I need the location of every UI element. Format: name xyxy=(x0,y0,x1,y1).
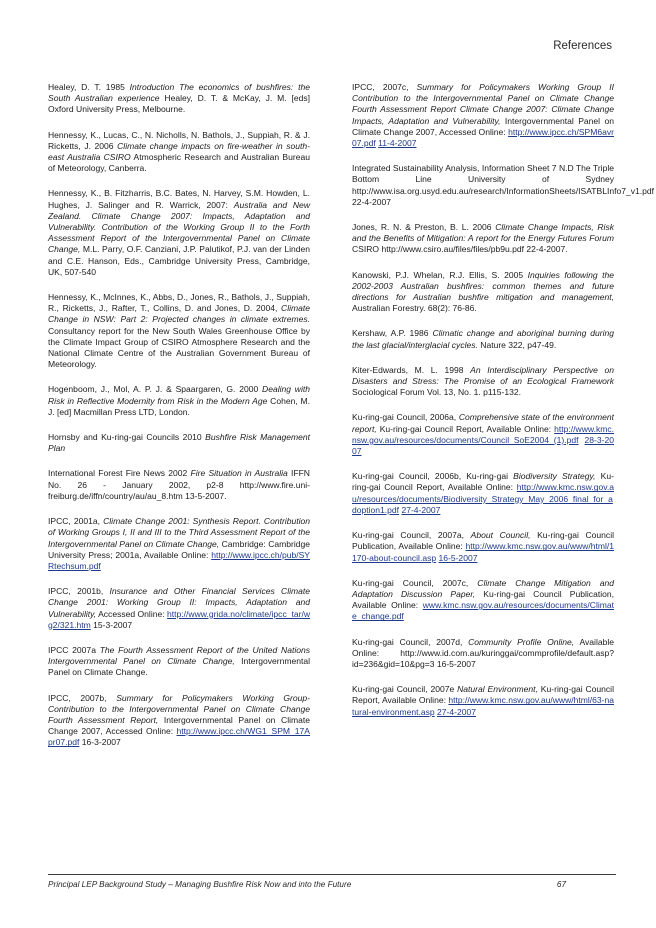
reference-text: IPCC, 2001b, xyxy=(48,586,110,597)
reference-title: Australia and New Zealand. Climate Change 2007: Impacts, Adaptation and Vulnerability. Contribution of the Working Group II to the Forth Assessment Report of the Intergovernmental Panel on Climate Change, xyxy=(48,199,310,255)
reference-link[interactable]: http://www.kmc.nsw.gov.au/resources/documents/Biodiversity_Strategy_May_2006_final_for_adoption1.pdf xyxy=(352,482,614,515)
reference-text: Consultancy report for the New South Wales Greenhouse Office by the Climate Impact Group of CSIRO Atmosphere Research and the National Climate Centre of the Australian Government Bureau of Meteorology. xyxy=(48,325,310,370)
reference-text: Available Online: http://www.id.com.au/kuringgai/commprofile/default.asp?id=236&gid=10&pg=3 16-5-2007 xyxy=(352,636,615,669)
reference-link[interactable]: http://www.kmc.nsw.gov.au/resources/documents/Council_SoE2004_(1).pdf xyxy=(352,423,614,445)
reference-text: Accessed Online: xyxy=(96,608,168,619)
reference-text: IFFN No. 26 - January 2002, p2-8 http://www.fire.uni-freiburg.de/iffn/country/au/au_8.htm 13-5-2007. xyxy=(48,468,310,501)
reference-title: Natural Environment, xyxy=(457,684,538,695)
reference-entry xyxy=(48,292,310,370)
reference-entry xyxy=(352,530,614,564)
reference-title: Insurance and Other Financial Services Climate Change 2001: Working Group II: Impacts, Adaptation and Vulnerability, xyxy=(48,586,311,619)
reference-text: Sociological Forum Vol. 13, No. 1. p115-132. xyxy=(352,387,521,398)
reference-text: CSIRO http://www.csiro.au/files/files/pb9u.pdf 22-4-2007. xyxy=(352,244,568,255)
reference-entry xyxy=(352,684,614,718)
reference-entry xyxy=(352,270,614,315)
reference-text: Ku-ring-gai Council, 2007c, xyxy=(352,577,478,588)
reference-link[interactable]: 27-4-2007 xyxy=(437,706,477,717)
reference-title: Fire Situation in Australia xyxy=(190,468,288,479)
running-header: References xyxy=(553,40,612,52)
reference-title: Climate Change in NSW: Part 2: Projected changes in climate extremes. xyxy=(48,303,310,325)
reference-text: Ku-ring-gai Council Publication, Available Online: xyxy=(352,530,615,552)
reference-link[interactable]: 28-3-2007 xyxy=(352,434,614,457)
reference-text: Healey, D. T. 1985 xyxy=(48,82,130,92)
reference-text: Intergovernmental Panel on Climate Change. xyxy=(48,656,310,678)
reference-title: Summary for Policymakers Working Group II Contribution to the Intergovernmental Panel on Climate Change Fourth Assessment Report Climate Change 2007: Climate Change Impacts, Adaptation and Vulnerability, xyxy=(352,82,614,126)
reference-title: Dealing with Risk in Reflective Modernity from Risk in the Modern Age xyxy=(48,384,311,406)
reference-entry xyxy=(352,328,614,350)
reference-link[interactable]: http://www.kmc.nsw.gov.au/www/html/63-natural-environment.asp xyxy=(352,695,614,717)
reference-link[interactable]: 11-4-2007 xyxy=(378,138,417,149)
reference-title: An Interdisciplinary Perspective on Disasters and Stress: The Promise of an Ecological Framework xyxy=(352,364,614,387)
reference-text: Ku-ring-gai Council, 2007a, xyxy=(352,530,471,541)
reference-text: International Forest Fire News 2002 xyxy=(48,468,191,479)
reference-entry xyxy=(352,637,614,671)
reference-text: IPCC, 2007b, xyxy=(48,692,117,703)
reference-entry xyxy=(352,222,614,256)
reference-text: Hornsby and Ku-ring-gai Councils 2010 xyxy=(48,432,206,443)
reference-entry xyxy=(352,365,614,399)
reference-entry xyxy=(352,412,614,457)
reference-text: Kiter-Edwards, M. L. 1998 xyxy=(352,364,471,375)
reference-title: The Fourth Assessment Report of the United Nations Intergovernmental Panel on Climate Change, xyxy=(48,644,310,667)
reference-title: Climate Change Mitigation and Adaptation Discussion Paper, xyxy=(352,577,614,599)
reference-text: Hogenboom, J., Mol, A. P. J. & Spaargaren, G. 2000 xyxy=(48,384,263,395)
reference-text: M.L. Parry, O.F. Canziani, J.P. Palutikof, P.J. van der Linden and C.E. Hanson, Eds., Cambridge University Press, Cambridge, UK, 507-540 xyxy=(48,244,310,277)
reference-text: IPCC, 2001a, xyxy=(48,516,104,527)
reference-title: Climate Change 2001: Synthesis Report. Contribution of Working Groups I, II and III to the Third Assessment Report of the Intergovernmental Panel on Climate Change, xyxy=(48,516,310,549)
reference-link[interactable]: www.kmc.nsw.gov.au/resources/documents/Climate_change.pdf xyxy=(352,600,614,622)
reference-text: Healey, D. T. & McKay, J. M. [eds] Oxford University Press, Melbourne. xyxy=(48,93,310,115)
reference-text: Kanowski, P.J. Whelan, R.J. Ellis, S. 2005 xyxy=(352,269,528,280)
reference-title: Summary for Policymakers Working Group- Contribution to the Intergovernmental Panel on Climate Change Fourth Assessment Report, xyxy=(48,692,310,725)
footer-title: Principal LEP Background Study – Managing Bushfire Risk Now and into the Future xyxy=(48,880,352,889)
reference-entry xyxy=(352,578,614,623)
reference-entry xyxy=(352,163,654,208)
reference-text: Jones, R. N. & Preston, B. L. 2006 xyxy=(352,222,496,233)
reference-link[interactable]: http://www.ipcc.ch/WG1_SPM_17Apr07.pdf xyxy=(48,726,310,748)
reference-text: 15-3-2007 xyxy=(90,619,133,630)
reference-text: 16-3-2007 xyxy=(79,737,121,748)
reference-text: Cohen, M. J. [ed] Macmillan Press LTD, London. xyxy=(48,395,310,417)
reference-entry xyxy=(48,468,310,502)
reference-text: Intergovernmental Panel on Climate Change 2007, Accessed Online: xyxy=(48,714,310,737)
reference-text: Integrated Sustainability Analysis, Information Sheet 7 N.D The Triple Bottom Line University of Sydney http://www.isa.org.usyd.edu.au/research/InformationSheets/ISATBLInfo7_v1.pdf 22-4-2007 xyxy=(352,163,654,207)
reference-link[interactable]: http://www.ipcc.ch/pub/SYRtechsum.pdf xyxy=(48,549,310,571)
reference-title: About Council, xyxy=(470,530,531,541)
reference-text: Ku-ring-gai Council, 2007d, xyxy=(352,636,469,647)
reference-text: Ku-ring-gai Council, 2007e xyxy=(352,684,458,695)
reference-text: Ku-ring-gai Council Report, Available Online: xyxy=(352,471,614,493)
reference-entry xyxy=(48,130,310,175)
reference-entry xyxy=(48,384,310,418)
reference-text: IPCC 2007a xyxy=(48,644,100,655)
reference-entry xyxy=(48,188,310,278)
reference-entry xyxy=(352,82,614,149)
reference-link[interactable]: 16-5-2007 xyxy=(438,552,478,563)
page-number: 67 xyxy=(556,880,566,889)
right-reference-column xyxy=(352,82,654,732)
reference-title: Climate change impacts on fire-weather in south-east Australia CSIRO xyxy=(48,140,310,163)
reference-title: Comprehensive state of the environment report, xyxy=(352,412,614,434)
left-reference-column xyxy=(48,82,310,763)
reference-text: Ku-ring-gai Council Report, Available Online: xyxy=(352,684,614,706)
footer-divider xyxy=(48,874,616,875)
reference-entry xyxy=(48,586,310,631)
reference-text: Intergovernmental Panel on Climate Change 2007, Accessed Online: xyxy=(352,115,614,137)
reference-entry xyxy=(48,693,310,749)
reference-text: Hennessy, K., B. Fitzharris, B.C. Bates, N. Harvey, S.M. Howden, L. Hughes, J. Salinger and R. Warrick, 2007: xyxy=(48,188,310,210)
reference-title: Bushfire Risk Management Plan xyxy=(48,432,311,454)
reference-text: Cambridge: Cambridge University Press; 2001a, Available Online: xyxy=(48,538,310,560)
reference-entry xyxy=(352,471,614,516)
reference-title: Climatic change and aboriginal burning during the last glacial/interglacial cycles. xyxy=(352,328,614,350)
reference-text: Australian Forestry. 68(2): 76-86. xyxy=(352,303,477,314)
reference-entry xyxy=(48,645,310,679)
reference-text: Hennessy, K., McInnes, K., Abbs, D., Jones, R., Bathols, J., Suppiah, R., Ricketts, J., Rafter, T., Collins, D. and Jones, D. 2004, xyxy=(48,292,310,314)
reference-text: Kershaw, A.P. 1986 xyxy=(352,328,433,339)
reference-text: Ku-ring-gai Council, 2006a, xyxy=(352,412,459,423)
reference-link[interactable]: 27-4-2007 xyxy=(401,504,441,515)
reference-link[interactable]: http://www.ipcc.ch/SPM6avr07.pdf xyxy=(352,126,614,149)
reference-text: Hennessy, K., Lucas, C., N. Nicholls, N. Bathols, J., Suppiah, R. & J. Ricketts, J. 2006 xyxy=(48,129,310,151)
reference-link[interactable]: http://www.kmc.nsw.gov.au/www/html/1170-about-council.asp xyxy=(352,541,614,563)
reference-title: Community Profile Online, xyxy=(468,636,575,647)
reference-title: Biodiversity Strategy, xyxy=(513,471,596,482)
reference-text: Ku-ring-gai Council Publication, Available Online: xyxy=(352,588,614,611)
reference-link[interactable]: http://www.grida.no/climate/ipcc_tar/wg2/321.htm xyxy=(48,608,310,630)
reference-entry xyxy=(48,516,310,572)
reference-text: Ku-ring-gai Council Report, Available Online: xyxy=(376,423,555,434)
reference-entry xyxy=(48,432,310,454)
reference-text: IPCC, 2007c, xyxy=(352,82,417,92)
reference-title: Climate Change Impacts, Risk and the Benefits of Mitigation: A report for the Energy Futures Forum xyxy=(352,222,614,244)
reference-text: Nature 322, p47-49. xyxy=(477,339,557,350)
page-footer xyxy=(48,880,612,889)
reference-title: Introduction The economics of bushfires: the South Australian experience xyxy=(48,82,310,104)
reference-title: Inquiries following the 2002-2003 Australian bushfires: common themes and future directions for Australian bushfire mitigation and management, xyxy=(352,269,614,303)
reference-text: Atmospheric Research and Australian Bureau of Meteorology, Canberra. xyxy=(48,152,310,174)
reference-entry xyxy=(48,82,310,116)
reference-text: Ku-ring-gai Council, 2006b, Ku-ring-gai xyxy=(352,471,514,482)
